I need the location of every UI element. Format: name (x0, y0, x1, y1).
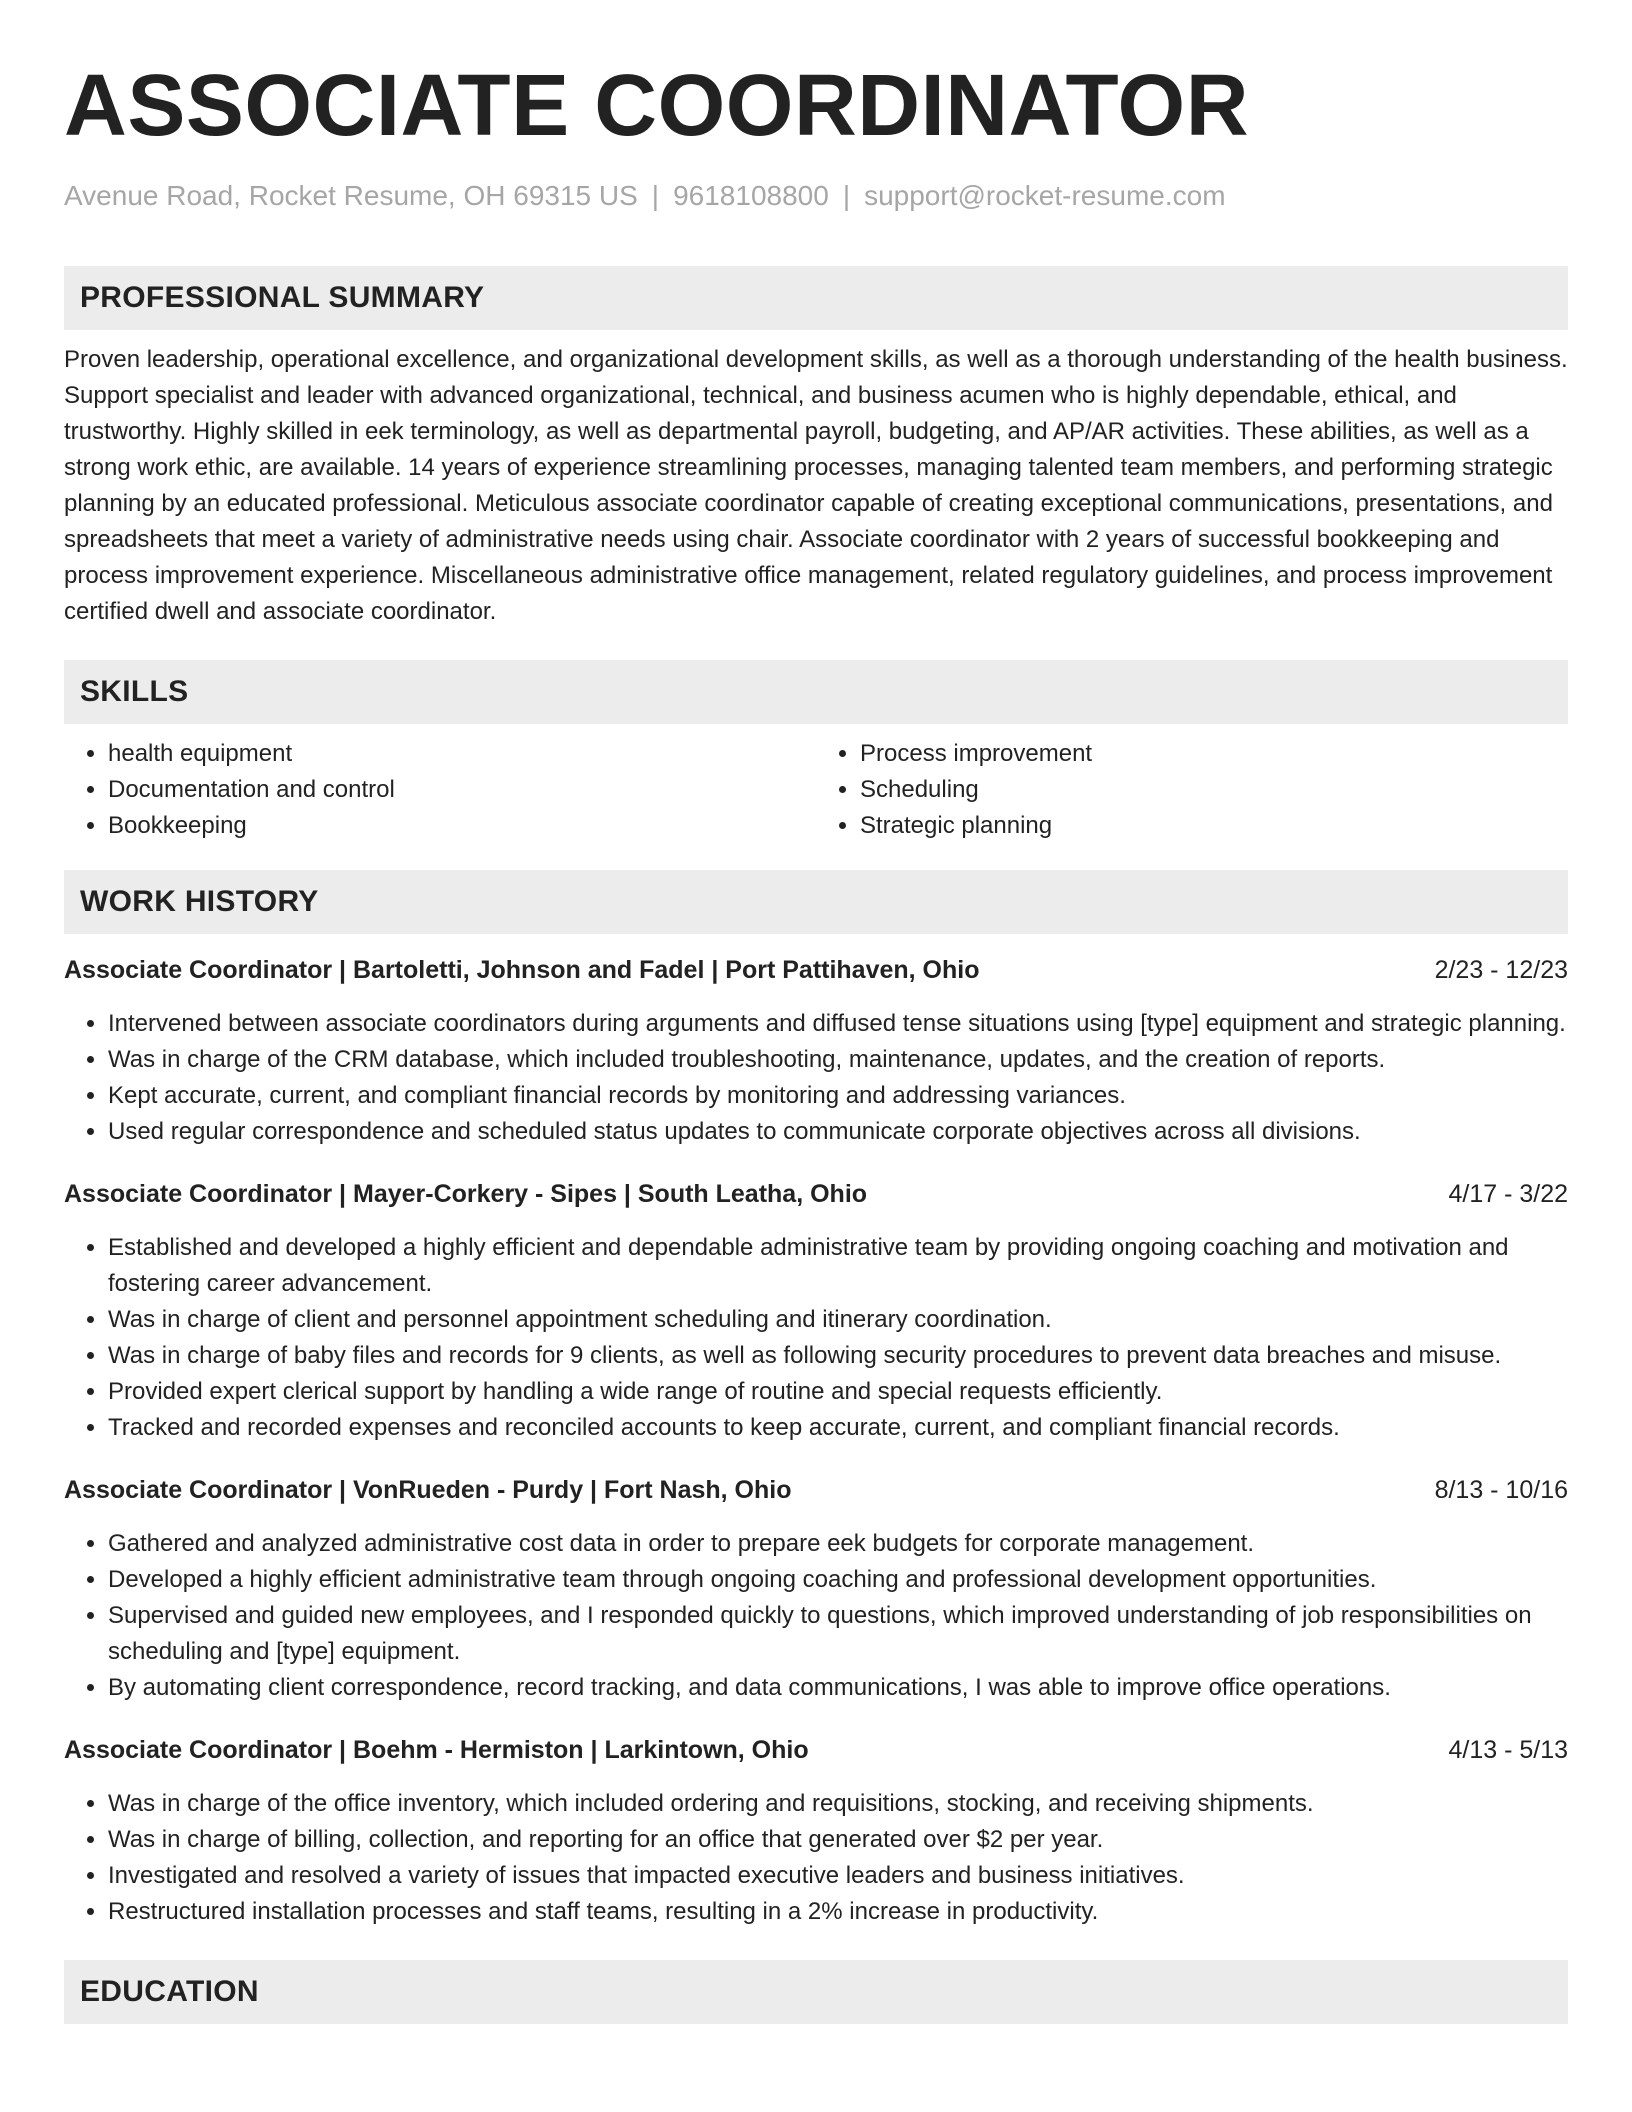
section-heading-education: EDUCATION (64, 1960, 1568, 2024)
job-bullet: • Was in charge of the CRM database, which included troubleshooting, maintenance, updates, and the creation of reports. (108, 1042, 1568, 1078)
section-heading-skills: SKILLS (64, 660, 1568, 724)
job-bullet: • Was in charge of the office inventory, which included ordering and requisitions, stocking, and receiving shipments. (108, 1786, 1568, 1822)
job-entry (64, 1472, 1568, 1706)
contact-email: support@rocket-resume.com (864, 180, 1226, 211)
job-dates: 8/13 - 10/16 (1434, 1476, 1568, 1504)
job-header (64, 1176, 1568, 1212)
contact-line (64, 178, 1568, 214)
job-header (64, 1472, 1568, 1508)
job-bullet: • Was in charge of baby files and records for 9 clients, as well as following security procedures to prevent data breaches and misuse. (108, 1338, 1568, 1374)
skills-column-left (64, 736, 816, 844)
job-bullet: • Established and developed a highly efficient and dependable administrative team by providing ongoing coaching and motivation and fostering career advancement. (108, 1230, 1568, 1302)
candidate-name: ASSOCIATE COORDINATOR (64, 57, 1250, 154)
skills-list (64, 736, 1568, 844)
job-bullets (64, 1006, 1568, 1150)
job-bullets (64, 1786, 1568, 1930)
skill-item: • Scheduling (860, 772, 1568, 808)
skill-item: • Bookkeeping (108, 808, 816, 844)
job-bullet: • Supervised and guided new employees, and I responded quickly to questions, which improved understanding of job responsibilities on scheduling and [type] equipment. (108, 1598, 1568, 1670)
job-bullets (64, 1526, 1568, 1706)
job-bullet: • Intervened between associate coordinators during arguments and diffused tense situations using [type] equipment and strategic planning. (108, 1006, 1568, 1042)
section-heading-summary: PROFESSIONAL SUMMARY (64, 266, 1568, 330)
job-entry (64, 1732, 1568, 1930)
skill-item: • Process improvement (860, 736, 1568, 772)
job-bullet: • Tracked and recorded expenses and reconciled accounts to keep accurate, current, and compliant financial records. (108, 1410, 1568, 1446)
job-entry (64, 952, 1568, 1150)
job-title: Associate Coordinator | VonRueden - Purdy | Fort Nash, Ohio (64, 1476, 792, 1504)
job-bullet: • Provided expert clerical support by handling a wide range of routine and special requests efficiently. (108, 1374, 1568, 1410)
job-dates: 2/23 - 12/23 (1434, 956, 1568, 984)
job-title: Associate Coordinator | Boehm - Hermiston | Larkintown, Ohio (64, 1736, 809, 1764)
contact-separator: | (842, 180, 851, 211)
job-bullets (64, 1230, 1568, 1446)
job-bullet: • Investigated and resolved a variety of issues that impacted executive leaders and business initiatives. (108, 1858, 1568, 1894)
contact-separator: | (651, 180, 660, 211)
skills-column-right (816, 736, 1568, 844)
job-dates: 4/17 - 3/22 (1448, 1180, 1568, 1208)
job-bullet: • Gathered and analyzed administrative cost data in order to prepare eek budgets for corporate management. (108, 1526, 1568, 1562)
job-title: Associate Coordinator | Mayer-Corkery - Sipes | South Leatha, Ohio (64, 1180, 868, 1208)
skill-item: • Strategic planning (860, 808, 1568, 844)
job-bullet: • By automating client correspondence, record tracking, and data communications, I was able to improve office operations. (108, 1670, 1568, 1706)
job-bullet: • Was in charge of billing, collection, and reporting for an office that generated over $2 per year. (108, 1822, 1568, 1858)
job-bullet: • Developed a highly efficient administrative team through ongoing coaching and professional development opportunities. (108, 1562, 1568, 1598)
skill-item: • health equipment (108, 736, 816, 772)
section-heading-work-history: WORK HISTORY (64, 870, 1568, 934)
job-bullet: • Used regular correspondence and scheduled status updates to communicate corporate objectives across all divisions. (108, 1114, 1568, 1150)
job-entry (64, 1176, 1568, 1446)
job-header (64, 1732, 1568, 1768)
job-bullet: • Was in charge of client and personnel appointment scheduling and itinerary coordination. (108, 1302, 1568, 1338)
contact-phone: 9618108800 (673, 180, 829, 211)
job-dates: 4/13 - 5/13 (1448, 1736, 1568, 1764)
contact-address: Avenue Road, Rocket Resume, OH 69315 US (64, 180, 638, 211)
job-header (64, 952, 1568, 988)
job-title: Associate Coordinator | Bartoletti, Johnson and Fadel | Port Pattihaven, Ohio (64, 956, 980, 984)
job-bullet: • Kept accurate, current, and compliant financial records by monitoring and addressing variances. (108, 1078, 1568, 1114)
skill-item: • Documentation and control (108, 772, 816, 808)
summary-paragraph: Proven leadership, operational excellence, and organizational development skills, as well as a thorough understanding of the health business. Support specialist and leader with advanced organizational, technical, and business acumen who is highly dependable, ethical, and trustworthy. Highly skilled in eek terminology, as well as departmental payroll, budgeting, and AP/AR activities. These abilities, as well as a strong work ethic, are available. 14 years of experience streamlining processes, managing talented team members, and performing strategic planning by an educated professional. Meticulous associate coordinator capable of creating exceptional communications, presentations, and spreadsheets that meet a variety of administrative needs using chair. Associate coordinator with 2 years of successful bookkeeping and process improvement experience. Miscellaneous administrative office management, related regulatory guidelines, and process improvement certified dwell and associate coordinator. (64, 346, 1568, 625)
job-bullet: • Restructured installation processes and staff teams, resulting in a 2% increase in productivity. (108, 1894, 1568, 1930)
